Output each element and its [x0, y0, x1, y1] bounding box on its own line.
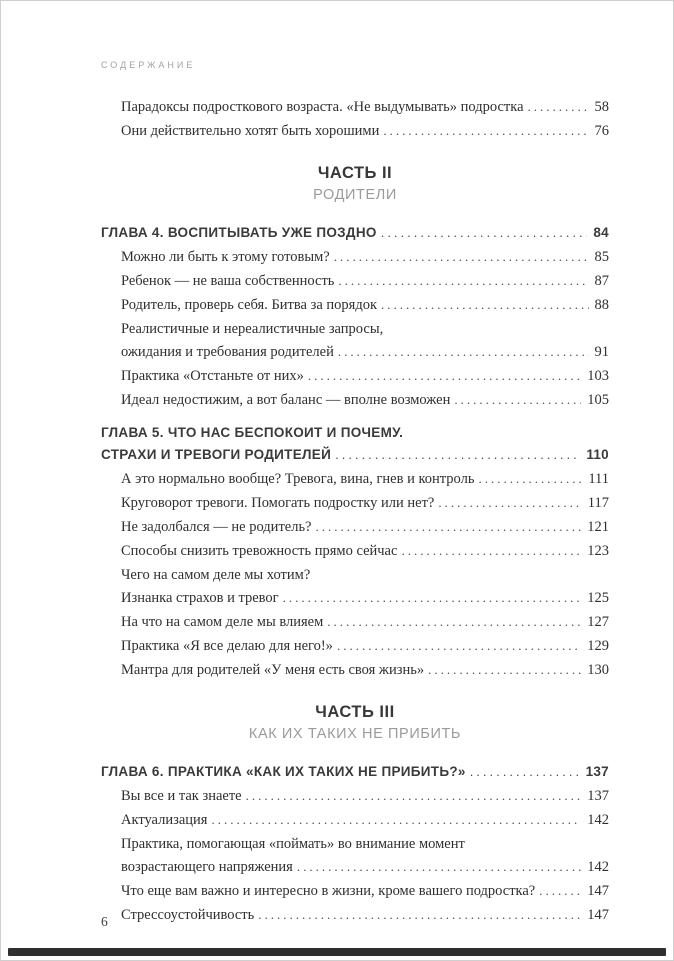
toc-entry-label: Практика «Я все делаю для него!»: [121, 638, 333, 654]
toc-entry-line: ГЛАВА 5. ЧТО НАС БЕСПОКОИТ И ПОЧЕМУ.: [101, 425, 404, 440]
toc-entry: [101, 515, 609, 539]
toc-entry: [101, 808, 609, 832]
toc-entry: [101, 784, 609, 808]
toc-entry: [101, 293, 609, 317]
toc-entry-row: [121, 364, 609, 388]
toc-entry-row: [101, 221, 609, 245]
toc-entry: [101, 388, 609, 412]
page-ref: 88: [594, 297, 609, 313]
page-ref: 103: [587, 368, 609, 384]
dot-leader: [539, 879, 581, 903]
dot-leader: [283, 586, 582, 610]
toc-entry: [101, 245, 609, 269]
toc-entry-row: [121, 586, 609, 610]
toc-entry-row: [121, 658, 609, 682]
dot-leader: [528, 95, 589, 119]
toc-entry-label: Способы снизить тревожность прямо сейчас: [121, 543, 398, 559]
dot-leader: [381, 221, 588, 245]
dot-leader: [428, 658, 581, 682]
toc-entry: [101, 658, 609, 682]
page-ref: 84: [593, 225, 609, 240]
toc-entry-label: Родитель, проверь себя. Битва за порядок: [121, 297, 378, 313]
part-heading: [101, 700, 609, 745]
toc-entry-label: возрастающего напряжения: [121, 859, 293, 875]
toc-entry-row: [121, 784, 609, 808]
toc-entry: [101, 364, 609, 388]
toc-entry-row: [121, 119, 609, 143]
dot-leader: [327, 610, 581, 634]
toc-entry-label: Практика «Отстаньте от них»: [121, 368, 304, 384]
page-ref: 147: [587, 907, 609, 923]
toc-entry-label: Ребенок — не ваша собственность: [121, 273, 335, 289]
toc-entry-label: ГЛАВА 6. ПРАКТИКА «КАК ИХ ТАКИХ НЕ ПРИБИТЬ?»: [101, 764, 466, 779]
part-heading: [101, 161, 609, 206]
toc-entry: [101, 95, 609, 119]
toc-entry-label: Можно ли быть к этому готовым?: [121, 249, 330, 265]
toc-entry-row: [121, 855, 609, 879]
page-ref: 105: [587, 392, 609, 408]
toc-entry-row: [121, 491, 609, 515]
toc-entry-row: [121, 634, 609, 658]
toc-entry-row: [101, 760, 609, 784]
folio-page-number: 6: [101, 914, 108, 929]
toc-entry-row: [121, 340, 609, 364]
toc-chapter-entry: [101, 760, 609, 784]
toc-entry-row: [121, 293, 609, 317]
dot-leader: [338, 340, 589, 364]
toc-entry: [101, 467, 609, 491]
dot-leader: [478, 467, 582, 491]
toc-entry: [101, 269, 609, 293]
toc-entry: [101, 539, 609, 563]
page-ref: 91: [594, 344, 609, 360]
toc-entry-row: [121, 879, 609, 903]
page-ref: 127: [587, 614, 609, 630]
dot-leader: [401, 539, 581, 563]
toc-entry-line: Чего на самом деле мы хотим?: [121, 567, 311, 583]
page-ref: 129: [587, 638, 609, 654]
toc-entry-line: Реалистичные и нереалистичные запросы,: [121, 321, 384, 337]
page-ref: 125: [587, 590, 609, 606]
toc-entry-row: [121, 610, 609, 634]
toc-entry-label: На что на самом деле мы влияем: [121, 614, 324, 630]
page-ref: 142: [587, 859, 609, 875]
dot-leader: [246, 784, 582, 808]
page-ref: 121: [587, 519, 609, 535]
part-title: ЧАСТЬ II: [317, 164, 393, 182]
dot-leader: [308, 364, 581, 388]
part-title: ЧАСТЬ III: [315, 703, 395, 721]
toc-entry: [101, 317, 609, 364]
toc-entry-row: [121, 808, 609, 832]
page-ref: 111: [588, 471, 609, 487]
toc-entry: [101, 610, 609, 634]
toc-entry-label: Что еще вам важно и интересно в жизни, кроме вашего подростка?: [121, 883, 536, 899]
toc-list: [101, 95, 609, 927]
dot-leader: [454, 388, 581, 412]
dot-leader: [338, 269, 588, 293]
toc-entry-row: [121, 245, 609, 269]
dot-leader: [381, 293, 588, 317]
toc-chapter-entry: [101, 221, 609, 245]
dot-leader: [211, 808, 581, 832]
toc-entry-row: [121, 539, 609, 563]
dot-leader: [470, 760, 580, 784]
contents-header: СОДЕРЖАНИЕ: [101, 60, 196, 70]
toc-entry-row: [121, 467, 609, 491]
toc-entry-label: СТРАХИ И ТРЕВОГИ РОДИТЕЛЕЙ: [101, 447, 332, 462]
page-ref: 137: [587, 788, 609, 804]
toc-entry-label: Стрессоустойчивость: [121, 907, 255, 923]
toc-entry-row: [101, 443, 609, 467]
toc-entry-label: Они действительно хотят быть хорошими: [121, 123, 380, 139]
toc-entry-label: ГЛАВА 4. ВОСПИТЫВАТЬ УЖЕ ПОЗДНО: [101, 225, 377, 240]
toc-entry: [101, 634, 609, 658]
dot-leader: [258, 903, 581, 927]
page-ref: 137: [585, 764, 609, 779]
dot-leader: [335, 443, 580, 467]
toc-entry-row: [121, 95, 609, 119]
toc-entry-row: [121, 515, 609, 539]
page-ref: 123: [587, 543, 609, 559]
page-ref: 87: [594, 273, 609, 289]
page-ref: 76: [594, 123, 609, 139]
dot-leader: [316, 515, 582, 539]
dot-leader: [297, 855, 581, 879]
toc-entry-label: Актуализация: [121, 812, 208, 828]
toc-entry-label: Идеал недостижим, а вот баланс — вполне возможен: [121, 392, 451, 408]
toc-entry: [101, 832, 609, 879]
page-ref: 58: [594, 99, 609, 115]
toc-entry-row: [121, 903, 609, 927]
page-ref: 110: [586, 447, 609, 462]
toc-entry-label: Парадоксы подросткового возраста. «Не выдумывать» подростка: [121, 99, 524, 115]
dot-leader: [334, 245, 589, 269]
toc-entry: [101, 563, 609, 610]
page-ref: 147: [587, 883, 609, 899]
toc-entry-label: Мантра для родителей «У меня есть своя жизнь»: [121, 662, 425, 678]
part-subtitle: РОДИТЕЛИ: [313, 187, 397, 203]
dot-leader: [337, 634, 581, 658]
page-ref: 117: [587, 495, 609, 511]
page-content: [1, 1, 673, 927]
toc-entry: [101, 491, 609, 515]
toc-entry-label: Вы все и так знаете: [121, 788, 242, 804]
toc-entry: [101, 879, 609, 903]
toc-entry-label: Не задолбался — не родитель?: [121, 519, 312, 535]
toc-entry-row: [121, 388, 609, 412]
toc-chapter-entry: [101, 420, 609, 467]
toc-entry-label: Изнанка страхов и тревог: [121, 590, 279, 606]
page-ref: 142: [587, 812, 609, 828]
toc-entry: [101, 903, 609, 927]
toc-entry: [101, 119, 609, 143]
page-ref: 85: [594, 249, 609, 265]
toc-entry-row: [121, 269, 609, 293]
part-subtitle: КАК ИХ ТАКИХ НЕ ПРИБИТЬ: [248, 726, 462, 742]
toc-entry-label: А это нормально вообще? Тревога, вина, гнев и контроль: [121, 471, 475, 487]
toc-entry-label: Круговорот тревоги. Помогать подростку или нет?: [121, 495, 435, 511]
toc-entry-line: Практика, помогающая «поймать» во внимание момент: [121, 836, 465, 852]
dot-leader: [438, 491, 581, 515]
dot-leader: [383, 119, 588, 143]
toc-entry-label: ожидания и требования родителей: [121, 344, 334, 360]
page-bottom-edge: [8, 948, 666, 956]
page-ref: 130: [587, 662, 609, 678]
